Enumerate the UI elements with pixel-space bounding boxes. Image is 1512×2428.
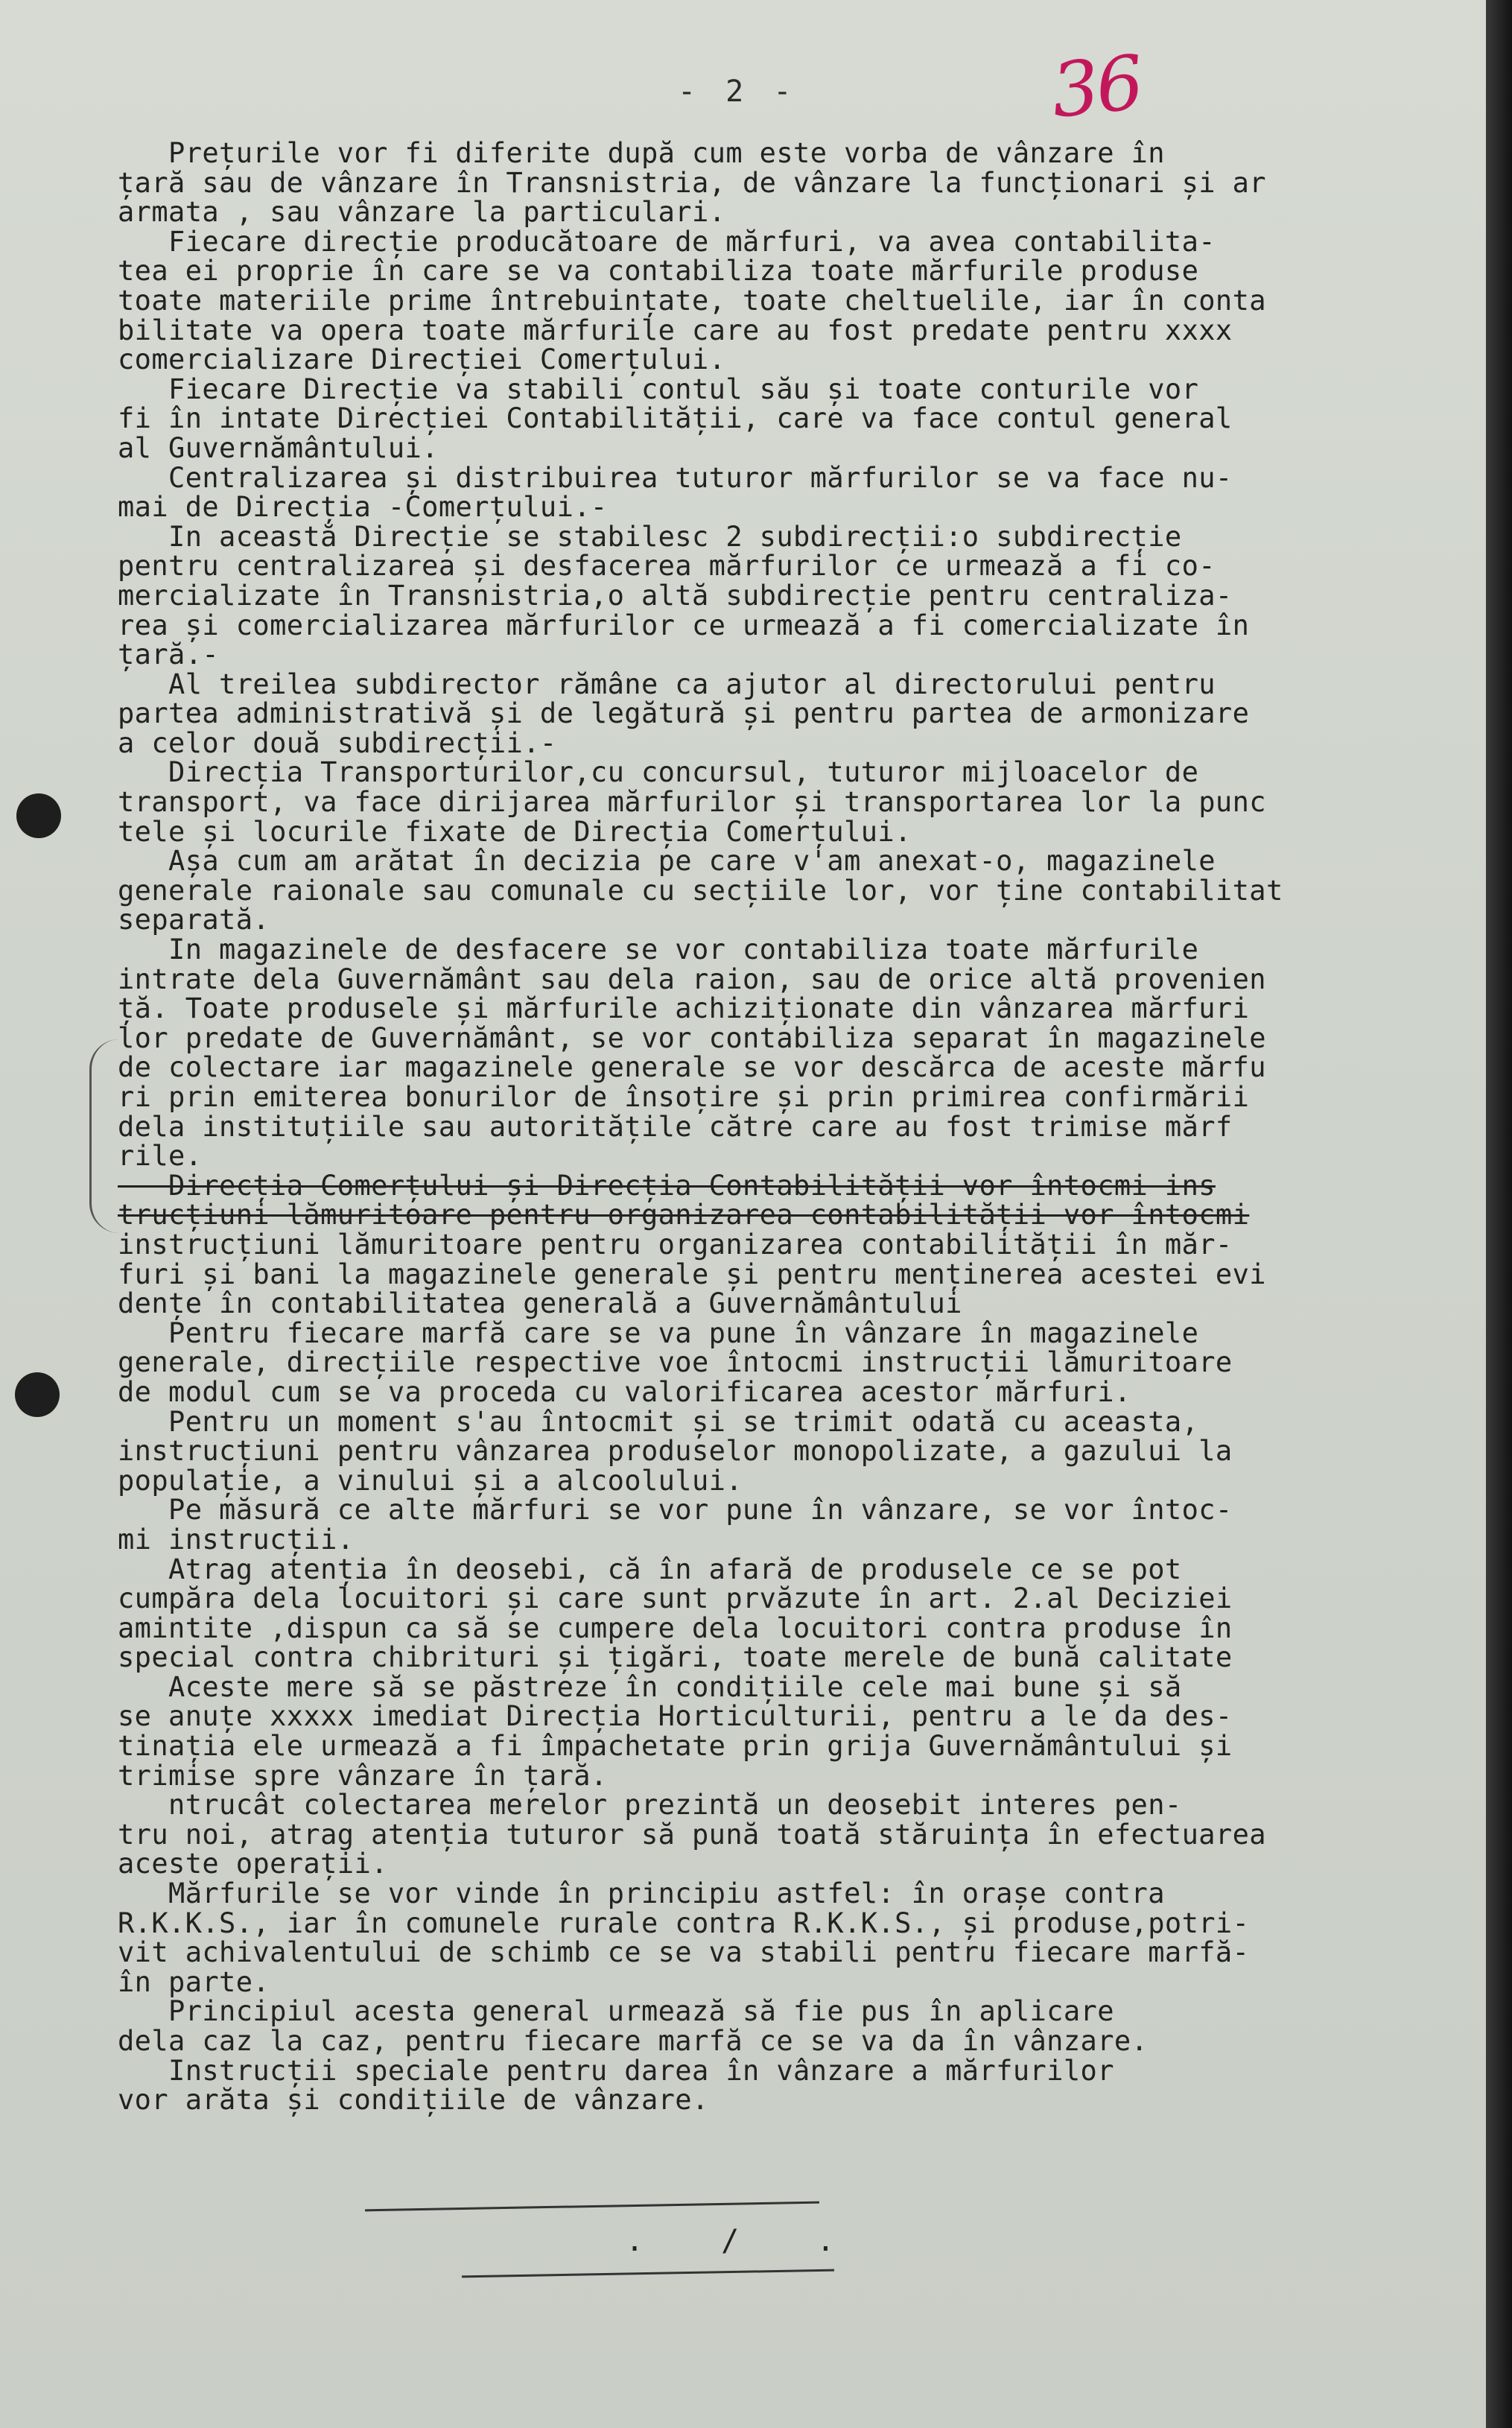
text-line: al Guvernământului. xyxy=(118,431,439,464)
text-line: Al treilea subdirector rămâne ca ajutor al directorului pentru xyxy=(118,668,1216,700)
text-line: trucțiuni lămuritoare pentru organizarea contabilității vor întocmi xyxy=(118,1199,1250,1232)
text-line: mi instrucții. xyxy=(118,1523,355,1556)
text-line: Atrag atenția în deosebi, că în afară de produsele ce se pot xyxy=(118,1553,1182,1585)
text-line: lor predate de Guvernământ, se vor contabiliza separat în magazinele xyxy=(118,1021,1266,1054)
underline-rule xyxy=(462,2269,834,2278)
text-line: mercializate în Transnistria,o altă subdirecție pentru centraliza- xyxy=(118,579,1233,612)
text-line: Fiecare Direcție va stabili contul său și toate conturile vor xyxy=(118,373,1199,405)
text-line: Principiul acesta general urmează să fie pus în aplicare xyxy=(118,1995,1114,2028)
text-line: Prețurile vor fi diferite după cum este vorba de vânzare în xyxy=(118,137,1165,169)
text-line: fi în intate Direcției Contabilității, care va face contul general xyxy=(118,402,1233,435)
text-line: Instrucții speciale pentru darea în vânzare a mărfurilor xyxy=(118,2054,1114,2087)
text-line: instrucțiuni pentru vânzarea produselor monopolizate, a gazului la xyxy=(118,1435,1233,1468)
text-line: pentru centralizarea și desfacerea mărfurilor ce urmează a fi co- xyxy=(118,550,1216,583)
text-line: Mărfurile se vor vinde în principiu astfel: în orașe contra xyxy=(118,1877,1165,1910)
text-line: ță. Toate produsele și mărfurile achiziționate din vânzarea mărfuri xyxy=(118,992,1250,1025)
text-line: populație, a vinului și a alcoolului. xyxy=(118,1464,743,1497)
text-line: dențe în contabilitatea generală a Guvernământului xyxy=(118,1287,962,1320)
text-line: comercializare Direcției Comerțului. xyxy=(118,343,726,376)
margin-pencil-mark xyxy=(89,1039,121,1233)
typed-body-text xyxy=(118,139,1486,2115)
end-mark: . / . xyxy=(626,2224,865,2258)
text-line: tele și locurile fixate de Direcția Comerțului. xyxy=(118,815,912,848)
text-line: Fiecare direcție producătoare de mărfuri, va avea contabilita- xyxy=(118,225,1216,258)
text-line: Aceste mere să se păstreze în condițiile cele mai bune și să xyxy=(118,1670,1182,1703)
text-line: generale raionale sau comunale cu secțiile lor, vor ține contabilitat xyxy=(118,874,1283,907)
text-line: cumpăra dela locuitori și care sunt prvăzute în art. 2.al Deciziei xyxy=(118,1582,1233,1615)
text-line: R.K.K.S., iar în comunele rurale contra R.K.K.S., și produse,potri- xyxy=(118,1906,1250,1939)
text-line: vor arăta și condițiile de vânzare. xyxy=(118,2084,709,2117)
punch-hole xyxy=(16,793,61,838)
text-line: vit achivalentului de schimb ce se va stabili pentru fiecare marfă- xyxy=(118,1936,1250,1969)
text-line: furi și bani la magazinele generale și pentru menținerea acestei evi xyxy=(118,1258,1266,1290)
text-line: Pentru un moment s'au întocmit și se trimit odată cu aceasta, xyxy=(118,1405,1199,1438)
text-line: aceste operații. xyxy=(118,1848,388,1880)
text-line: Direcția Comerțului și Direcția Contabilității vor întocmi ins xyxy=(118,1169,1216,1202)
text-line: Centralizarea și distribuirea tuturor mărfurilor se va face nu- xyxy=(118,461,1233,494)
text-line: Direcția Transporturilor,cu concursul, tuturor mijloacelor de xyxy=(118,756,1199,789)
text-line: transport, va face dirijarea mărfurilor și transportarea lor la punc xyxy=(118,786,1266,819)
text-line: intrate dela Guvernământ sau dela raion, sau de orice altă provenien xyxy=(118,963,1266,995)
text-line: tea ei proprie în care se va contabiliza toate mărfurile produse xyxy=(118,255,1199,288)
text-line: a celor două subdirecții.- xyxy=(118,726,557,759)
text-line: trimise spre vânzare în țară. xyxy=(118,1759,608,1792)
text-line: Pe măsură ce alte mărfuri se vor pune în vânzare, se vor întoc- xyxy=(118,1494,1233,1527)
text-line: Pentru fiecare marfă care se va pune în vânzare în magazinele xyxy=(118,1316,1199,1349)
text-line: de modul cum se va proceda cu valorificarea acestor mărfuri. xyxy=(118,1375,1131,1408)
text-line: rile. xyxy=(118,1140,203,1173)
text-line: partea administrativă și de legătură și pentru partea de armonizare xyxy=(118,697,1250,730)
page-number: - 2 - xyxy=(678,75,798,109)
text-line: tinația ele urmează a fi împachetate prin grija Guvernământului și xyxy=(118,1730,1233,1763)
text-line: dela caz la caz, pentru fiecare marfă ce se va da în vânzare. xyxy=(118,2025,1149,2057)
page-edge-shadow xyxy=(1486,0,1512,2428)
text-line: generale, direcțiile respective voe întocmi instrucții lămuritoare xyxy=(118,1346,1233,1379)
text-line: In magazinele de desfacere se vor contabiliza toate mărfurile xyxy=(118,934,1199,966)
text-line: amintite ,dispun ca să se cumpere dela locuitori contra produse în xyxy=(118,1611,1233,1644)
text-line: mai de Direcția -Comerțului.- xyxy=(118,491,608,524)
text-line: dela instituțiile sau autoritățile către care au fost trimise mărf xyxy=(118,1110,1233,1143)
text-line: se anuțe xxxxx imediat Direcția Horticulturii, pentru a le da des- xyxy=(118,1700,1233,1733)
text-line: tru noi, atrag atenția tuturor să pună toată stăruința în efectuarea xyxy=(118,1818,1266,1851)
underline-rule xyxy=(365,2202,819,2212)
punch-hole xyxy=(15,1372,60,1417)
text-line: instrucțiuni lămuritoare pentru organizarea contabilității în măr- xyxy=(118,1228,1233,1261)
text-line: bilitate va opera toate mărfurile care au fost predate pentru xxxx xyxy=(118,314,1233,346)
text-line: țară.- xyxy=(118,638,220,671)
text-line: armata , sau vânzare la particulari. xyxy=(118,196,726,229)
text-line: ri prin emiterea bonurilor de însoțire și prin primirea confirmării xyxy=(118,1081,1250,1113)
handwritten-folio-number: 36 xyxy=(1047,39,1146,135)
text-line: toate materiile prime întrebuințate, toate cheltuelile, iar în conta xyxy=(118,284,1266,317)
text-line: Așa cum am arătat în decizia pe care v'am anexat-o, magazinele xyxy=(118,845,1216,878)
text-line: separată. xyxy=(118,904,270,936)
text-line: de colectare iar magazinele generale se vor descărca de aceste mărfu xyxy=(118,1051,1266,1084)
text-line: rea și comercializarea mărfurilor ce urmează a fi comercializate în xyxy=(118,609,1250,641)
text-line: special contra chibrituri și țigări, toate merele de bună calitate xyxy=(118,1641,1233,1674)
text-line: în parte. xyxy=(118,1965,270,1998)
text-line: In această Direcție se stabilesc 2 subdirecții:o subdirecție xyxy=(118,520,1182,553)
text-line: țară sau de vânzare în Transnistria, de vânzare la funcționari și ar xyxy=(118,166,1266,199)
text-line: ntrucât colectarea merelor prezintă un deosebit interes pen- xyxy=(118,1789,1182,1822)
